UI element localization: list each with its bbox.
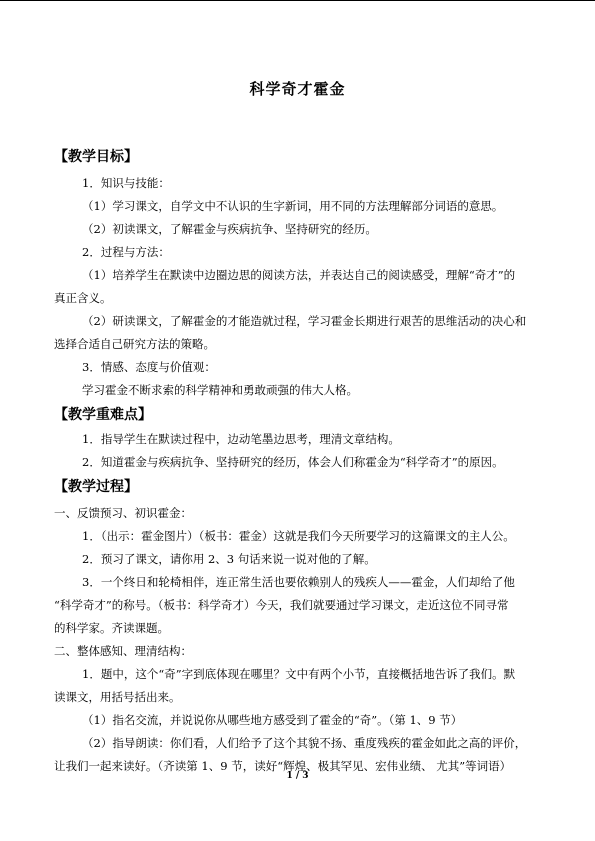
objectives-line: （2）初读课文，了解霍金与疾病抗争、坚持研究的经历。 — [82, 222, 377, 236]
objectives-line: 3．情感、态度与价值观： — [82, 360, 216, 374]
process-line: “科学奇才”的称号。（板书：科学奇才）今天，我们就要通过学习课文，走近这位不同寻常 — [54, 598, 509, 612]
process-line: 读课文，用括号括出来。 — [54, 690, 181, 704]
process-line: （1）指名交流，并说说你从哪些地方感受到了霍金的“奇”。（第 1、9 节） — [82, 713, 463, 727]
objectives-line: 2．过程与方法： — [82, 245, 170, 259]
objectives-line: 1．知识与技能： — [82, 176, 170, 190]
process-line: 1．题中，这个“奇”字到底体现在哪里？文中有两个小节，直接概括地告诉了我们。默 — [82, 667, 516, 681]
process-line: 3．一个终日和轮椅相伴，连正常生活也要依赖别人的残疾人——霍金，人们却给了他 — [82, 575, 515, 589]
objectives-line: 真正含义。 — [54, 291, 112, 305]
section-heading-process: 【教学过程】 — [54, 479, 138, 495]
page-title: 科学奇才霍金 — [249, 80, 346, 98]
objectives-line: （1）培养学生在默读中边圈边思的阅读方法，并表达自己的阅读感受，理解“奇才”的 — [82, 268, 516, 282]
process-line: 一、反馈预习、初识霍金： — [54, 506, 192, 520]
objectives-line: 选择合适自己研究方法的策略。 — [54, 337, 215, 351]
process-line: 1．（出示：霍金图片）（板书：霍金）这就是我们今天所要学习的这篇课文的主人公。 — [82, 529, 515, 543]
objectives-line: 学习霍金不断求索的科学精神和勇敢顽强的伟大人格。 — [82, 383, 358, 397]
key-points-line: 1．指导学生在默读过程中，边动笔墨边思考，理清文章结构。 — [82, 432, 400, 446]
page-number: 1 / 3 — [286, 771, 309, 781]
process-line: 二、整体感知、理清结构： — [54, 644, 192, 658]
objectives-line: （2）研读课文，了解霍金的才能造就过程，学习霍金长期进行艰苦的思维活动的决心和 — [82, 314, 527, 328]
objectives-line: （1）学习课文，自学文中不认识的生字新词，用不同的方法理解部分词语的意思。 — [82, 199, 504, 213]
section-heading-key-points: 【教学重难点】 — [54, 407, 152, 423]
section-heading-objectives: 【教学目标】 — [54, 149, 138, 165]
process-line: （2）指导朗读：你们看，人们给予了这个其貌不扬、重度残疾的霍金如此之高的评价， — [82, 736, 527, 750]
process-line: 让我们一起来读好。（齐读第 1、9 节，读好“辉煌、极其罕见、宏伟业绩、 尤其”等词语） — [54, 759, 512, 773]
process-line: 2．预习了课文，请你用 2、3 句话来说一说对他的了解。 — [82, 552, 376, 566]
key-points-line: 2．知道霍金与疾病抗争、坚持研究的经历，体会人们称霍金为“科学奇才”的原因。 — [82, 455, 504, 469]
top-rule — [0, 0, 595, 1]
process-line: 的科学家。齐读课题。 — [54, 621, 169, 635]
